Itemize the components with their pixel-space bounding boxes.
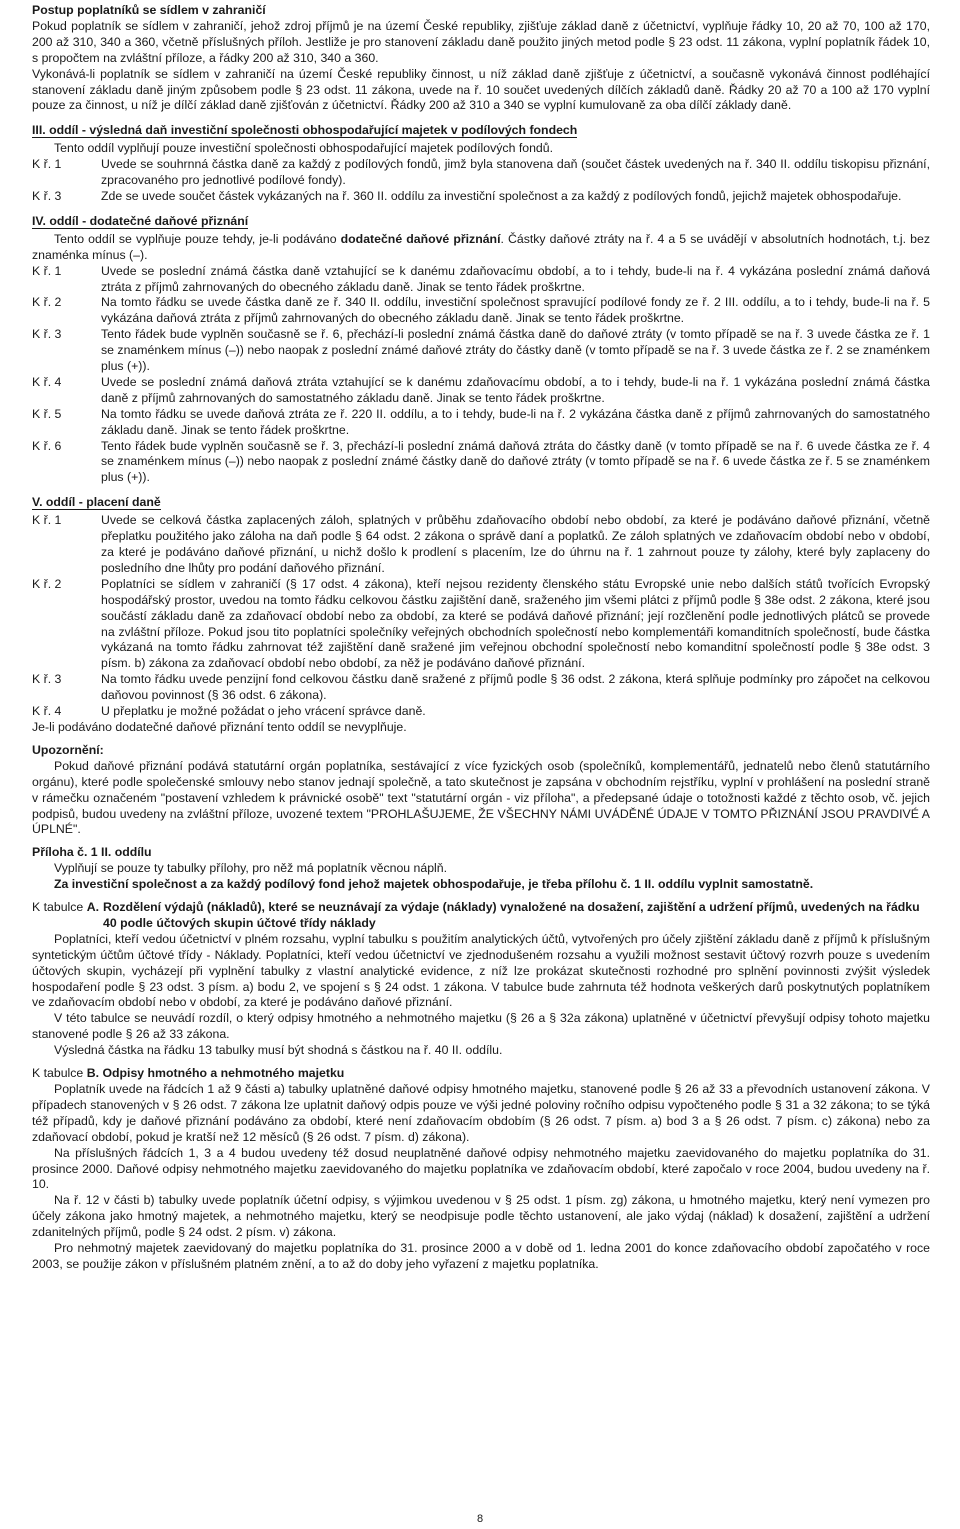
section-attachment [32,845,930,893]
section-iv [32,212,930,486]
paragraph: Pokud poplatník se sídlem v zahraničí, jehož zdroj příjmů je na území České republiky, zjišťuje základ daně z účetnictví, vyplňuje řádky 10, 20 až 70, 100 až 170, 200 až 310, 340 a 360, včetně příslušných příloh. Jestliže je pro stanovení základu daně použito jiných metod podle § 23 odst. 11 zákona, vyplní poplatník řádek 10, s propočtem na zvláštní příloze, a řádky 200 až 310, 340 a 360. [32,18,930,65]
closing-note: Je-li podáváno dodatečné daňové přiznání tento oddíl se nevyplňuje. [32,719,407,734]
paragraph: Vykonává-li poplatník se sídlem v zahraničí na území České republiky činnost, u níž základ daně zjišťuje z účetnictví, a současně vykonává činnost podléhající stanovení základu daně jiným způsobem podle § 23 odst. 11 zákona, uvede na ř. 10 součet uvedených dílčích základů daně. Řádky 20 až 70 a 100 až 170 vyplní pouze za činnost, u níž je dílčí základ daně zjišťován z účetnictví. Řádky 200 až 310 a 340 se vyplní kumulovaně za oba dílčí základy daně. [32,66,930,113]
row-label: K ř. 1 [32,157,62,172]
heading-warning: Upozornění: [32,742,104,757]
row-item [32,157,930,189]
warning-text: Pokud daňové přiznání podává statutární orgán poplatníka, sestávající z více fyzických osob (společníků, komplementářů, jednatelů nebo členů statutárního orgánu), které podle společenské smlouvy nebo stanov jednají společně, a tato skutečnost je zapsána v obchodním rejstříku, vyplní v prohlášení na poslední straně v rámečku označeném "postavení vzhledem k právnické osobě" text "statutární orgán - viz příloha", a předepsané údaje o totožnosti každé z těchto osob, vč. jejich podpisů, budou uvedeny na zvláštní příloze, uvozené textem "PROHLAŠUJEME, ŽE VŠECHNY NÁMI UVÁDĚNÉ ÚDAJE V TOMTO PŘIZNÁNÍ JSOU PRAVDIVÉ A ÚPLNÉ". [32,758,930,837]
heading-section-iv: IV. oddíl - dodatečné daňové přiznání [32,213,249,228]
paragraph-bold: Za investiční společnost a za každý podílový fond jehož majetek obhospodařuje, je třeba přílohu č. 1 II. oddílu vyplnit samostatně. [54,877,814,892]
paragraph: Na příslušných řádcích 1, 3 a 4 budou uvedeny též dosud neuplatněné daňové odpisy nehmotného majetku zaevidovaného do majetku poplatníka do 31. prosince 2000. Daňové odpisy nehmotného majetku zaevidovaného do majetku poplatníka ve zdaňovacím období, které započalo v roce 2004, budou uvedeny na ř. 10. [32,1145,930,1192]
table-letter: A. [86,900,100,915]
row-text: Uvede se poslední známá částka daně vztahující se k danému zdaňovacímu období, a to i tehdy, bude-li na ř. 4 vykázána poslední známá daňová ztráta z příjmů zahrnovaných do obecného základu daně. Jinak se tento řádek proškrtne. [101,263,930,294]
table-a-title: Rozdělení výdajů (nákladů), které se neuznávají za výdaje (náklady) vynaložené na dosažení, zajištění a udržení příjmů, uvedených na řádku 40 podle účtových skupin účtové třídy náklady [103,900,920,930]
table-a-heading [32,900,930,932]
row-text: Tento řádek bude vyplněn současně se ř. 3, přechází-li poslední známá daňová ztráta do částky daně (v tomto případě se na ř. 6 uvede částka ze ř. 4 se znaménkem mínus (–)) nebo naopak z poslední známé částky daně do daňové ztráty (v tomto případě se na ř. 6 uvede částka ze ř. 5 se znaménkem plus (+)). [101,438,930,485]
section-v [32,493,930,736]
section-table-b [32,1066,930,1273]
row-text: Na tomto řádku uvede penzijní fond celkovou částku daně sražené z příjmů podle § 36 odst. 2 zákona, která splňuje podmínky pro zápočet na celkovou daňovou povinnost (§ 36 odst. 6 zákona). [101,672,930,703]
row-label: K ř. 3 [32,188,62,203]
row-item [32,375,930,407]
row-item [32,513,930,577]
row-text: Uvede se poslední známá daňová ztráta vztahující se k danému zdaňovacímu období, a to i tehdy, bude-li na ř. 1 vykázána poslední známá částka daně z příjmů zahrnovaných do samostatného základu daně. Jinak se tento řádek proškrtne. [101,374,930,405]
row-item [32,295,930,327]
paragraph: Vyplňují se pouze ty tabulky přílohy, pro něž má poplatník věcnou náplň. [54,861,448,876]
row-text: Na tomto řádku se uvede daňová ztráta ze ř. 220 II. oddílu, a to i tehdy, bude-li na ř. 2 vykázána částka daně z příjmů zahrnovaných do samostatného základu daně. Jinak se tento řádek proškrtne. [101,406,930,437]
heading-section-iii: III. oddíl - výsledná daň investiční společnosti obhospodařující majetek v podílových fondech [32,123,578,138]
row-text: Na tomto řádku se uvede částka daně ze ř. 340 II. oddílu, investiční společnost spravující podílové fondy ze ř. 2 III. oddílu, a to i tehdy, bude-li na ř. 5 vykázána daňová ztráta z příjmů zahrnovaných do obecného základu daně. Jinak se tento řádek proškrtne. [101,295,930,326]
row-label: K ř. 5 [32,406,62,421]
row-item [32,672,930,704]
table-prefix: K tabulce [32,900,84,915]
row-label: K ř. 2 [32,576,62,591]
row-label: K ř. 3 [32,672,62,687]
heading-section-v: V. oddíl - placení daně [32,495,161,510]
table-prefix: K tabulce [32,1066,84,1081]
heading-attachment: Příloha č. 1 II. oddílu [32,845,152,860]
row-item [32,327,930,375]
section-table-a [32,900,930,1059]
row-item [32,704,930,720]
table-letter: B. [86,1066,100,1081]
row-text: U přeplatku je možné požádat o jeho vrácení správce daně. [101,704,426,719]
row-label: K ř. 2 [32,295,62,310]
paragraph: Poplatníci, kteří vedou účetnictví v plném rozsahu, vyplní tabulku s použitím analytických účtů, vytvořených pro účely zjištění základu daně z příjmů k příslušným syntetickým účtům účtové třídy - Náklady. Poplatníci, kteří vedou účetnictví ve zjednodušeném rozsahu a využili možnost sestavit účtový rozvrh pouze s uvedením účtových skupin, vycházejí při vyplnění tabulky z vlastní analytické evidence, z níž lze prokázat skutečnosti rozhodné pro splnění povinnosti zvýšit výsledek hospodaření podle § 23 odst. 3 písm. a) bodu 2, ve spojení s § 24 odst. 1 zákona. V tabulce bude zahrnuta též hodnota veškerých darů poskytnutých poplatníkem ve zdaňovacím období nebo v období, za které je podáváno daňové přiznání. [32,931,930,1010]
row-text: Uvede se celková částka zaplacených záloh, splatných v průběhu zdaňovacího období nebo období, za které je podáváno daňové přiznání, včetně přeplatku použitého jako záloha na daň podle § 64 odst. 2 zákona o správě daní a poplatků. Ze záloh splatných ve zdaňovacím období nebo v období, za které je podáváno daňové přiznání, u nichž došlo k prodlení s placením, lze do úhrnu na ř. 1 zahrnout pouze ty zálohy, které byly zaplaceny do posledního dne lhůty pro podání daňového přiznání. [101,513,930,575]
row-label: K ř. 1 [32,263,62,278]
row-text: Tento řádek bude vyplněn současně se ř. 6, přechází-li poslední známá částka daně do daňové ztráty (v tomto případě se na ř. 3 uvede částka ze ř. 1 se znaménkem mínus (–)) nebo naopak z poslední známé daňové ztráty do částky daně (v tomto případě se na ř. 3 uvede částka ze ř. 2 se znaménkem plus (+)). [101,327,930,374]
intro-part: Tento oddíl se vyplňuje pouze tehdy, je-li podáváno [54,231,341,246]
table-b-title: Odpisy hmotného a nehmotného majetku [102,1066,345,1081]
row-label: K ř. 4 [32,374,62,389]
paragraph: Na ř. 12 v části b) tabulky uvede poplatník účetní odpisy, s výjimkou uvedenou v § 25 odst. 1 písm. zg) zákona, u hmotného majetku, který není vymezen pro účely zákona jako hmotný majetek, a nehmotného majetku, který se neodpisuje podle těchto ustanovení, ale jako výdaj (náklad) k dosažení, zajištění a udržení zdanitelných příjmů, podle § 24 odst. 2 písm. v) zákona. [32,1193,930,1240]
section-iii [32,121,930,205]
paragraph: Poplatník uvede na řádcích 1 až 9 části a) tabulky uplatněné daňové odpisy hmotného majetku, stanovené podle § 26 až 33 a převodních ustanovení zákona. V případech stanovených v § 26 odst. 7 zákona lze uplatnit daňový odpis pouze ve výši jedné poloviny ročního odpisu vypočteného podle § 31 a 32 zákona; to se týká též případů, kdy je daňové přiznání podáváno za období, které není zdaňovacím obdobím (§ 26 odst. 7 písm. a) bod 3 a § 26 odst. 7 písm. c) zákona) nebo za zdaňovací období, pokud je kratší než 12 měsíců (§ 26 odst. 7 písm. d) zákona). [32,1082,930,1144]
table-b-heading [32,1066,930,1082]
row-label: K ř. 1 [32,513,62,528]
section-foreign [32,3,930,114]
row-item [32,189,930,205]
intro [32,232,930,264]
row-item [32,407,930,439]
page-number: 8 [476,1513,484,1525]
content [32,3,930,1273]
section-warning [32,743,930,838]
row-label: K ř. 6 [32,438,62,453]
paragraph: V této tabulce se neuvádí rozdíl, o který odpisy hmotného a nehmotného majetku (§ 26 a § 32a zákona) uplatněné v účetnictví převyšují odpisy tohoto majetku stanovené podle § 26 až 33 zákona. [32,1011,930,1042]
row-text: Poplatníci se sídlem v zahraničí (§ 17 odst. 4 zákona), kteří nejsou rezidenty členského státu Evropské unie nebo dalších států tvořících Evropský hospodářský prostor, uvedou na tomto řádku celkovou částku zajištění daně, sraženého jim všemi plátci z příjmů podle § 38e odst. 2 zákona, které jsou součástí základu daně za zdaňovací období nebo za období, za které se podává daňové přiznání; její rozčlenění podle jednotlivých plátců se provede na zvláštní příloze. Pokud jsou tito poplatníci společníky veřejných obchodních společností nebo komplementáři komanditních společností, bude částka vykázaná na tomto řádku zahrnovat též zajištění daně sražené jim veřejnou obchodní společností nebo komanditní společností podle § 38e odst. 3 písm. b) zákona za zdaňovací období nebo období, za něž je podáváno daňové přiznání. [101,576,930,671]
row-item [32,577,930,672]
paragraph: Výsledná částka na řádku 13 tabulky musí být shodná s částkou na ř. 40 II. oddílu. [54,1043,503,1058]
row-item [32,439,930,487]
intro: Tento oddíl vyplňují pouze investiční společnosti obhospodařující majetek podílových fondů. [54,141,554,156]
heading-foreign: Postup poplatníků se sídlem v zahraničí [32,3,266,17]
intro-part: . Částky daňové ztráty na ř. 4 a 5 se uvádějí v absolutních hodnotách, t.j. bez znaménka mínus (–). [32,231,930,262]
table-a-label [32,900,99,932]
row-label: K ř. 3 [32,327,62,342]
paragraph: Pro nehmotný majetek zaevidovaný do majetku poplatníka do 31. prosince 2000 a v době od 1. ledna 2001 do konce zdaňovacího období započatého v roce 2003, se použije zákon v příslušném platném znění, a to až do doby jeho vyřazení z majetku poplatníka. [32,1241,930,1271]
row-label: K ř. 4 [32,704,62,719]
row-text: Zde se uvede součet částek vykázaných na ř. 360 II. oddílu za investiční společnost a za každý z podílových fondů, jejichž majetek obhospodařuje. [101,188,902,203]
row-item [32,264,930,296]
row-text: Uvede se souhrnná částka daně za každý z podílových fondů, jimž byla stanovena daň (součet částek uvedených na ř. 340 II. oddílu tiskopisu přiznání, zpracovaného pro jednotlivé podílové fondy). [101,157,930,188]
intro-bold: dodatečné daňové přiznání [340,231,501,246]
